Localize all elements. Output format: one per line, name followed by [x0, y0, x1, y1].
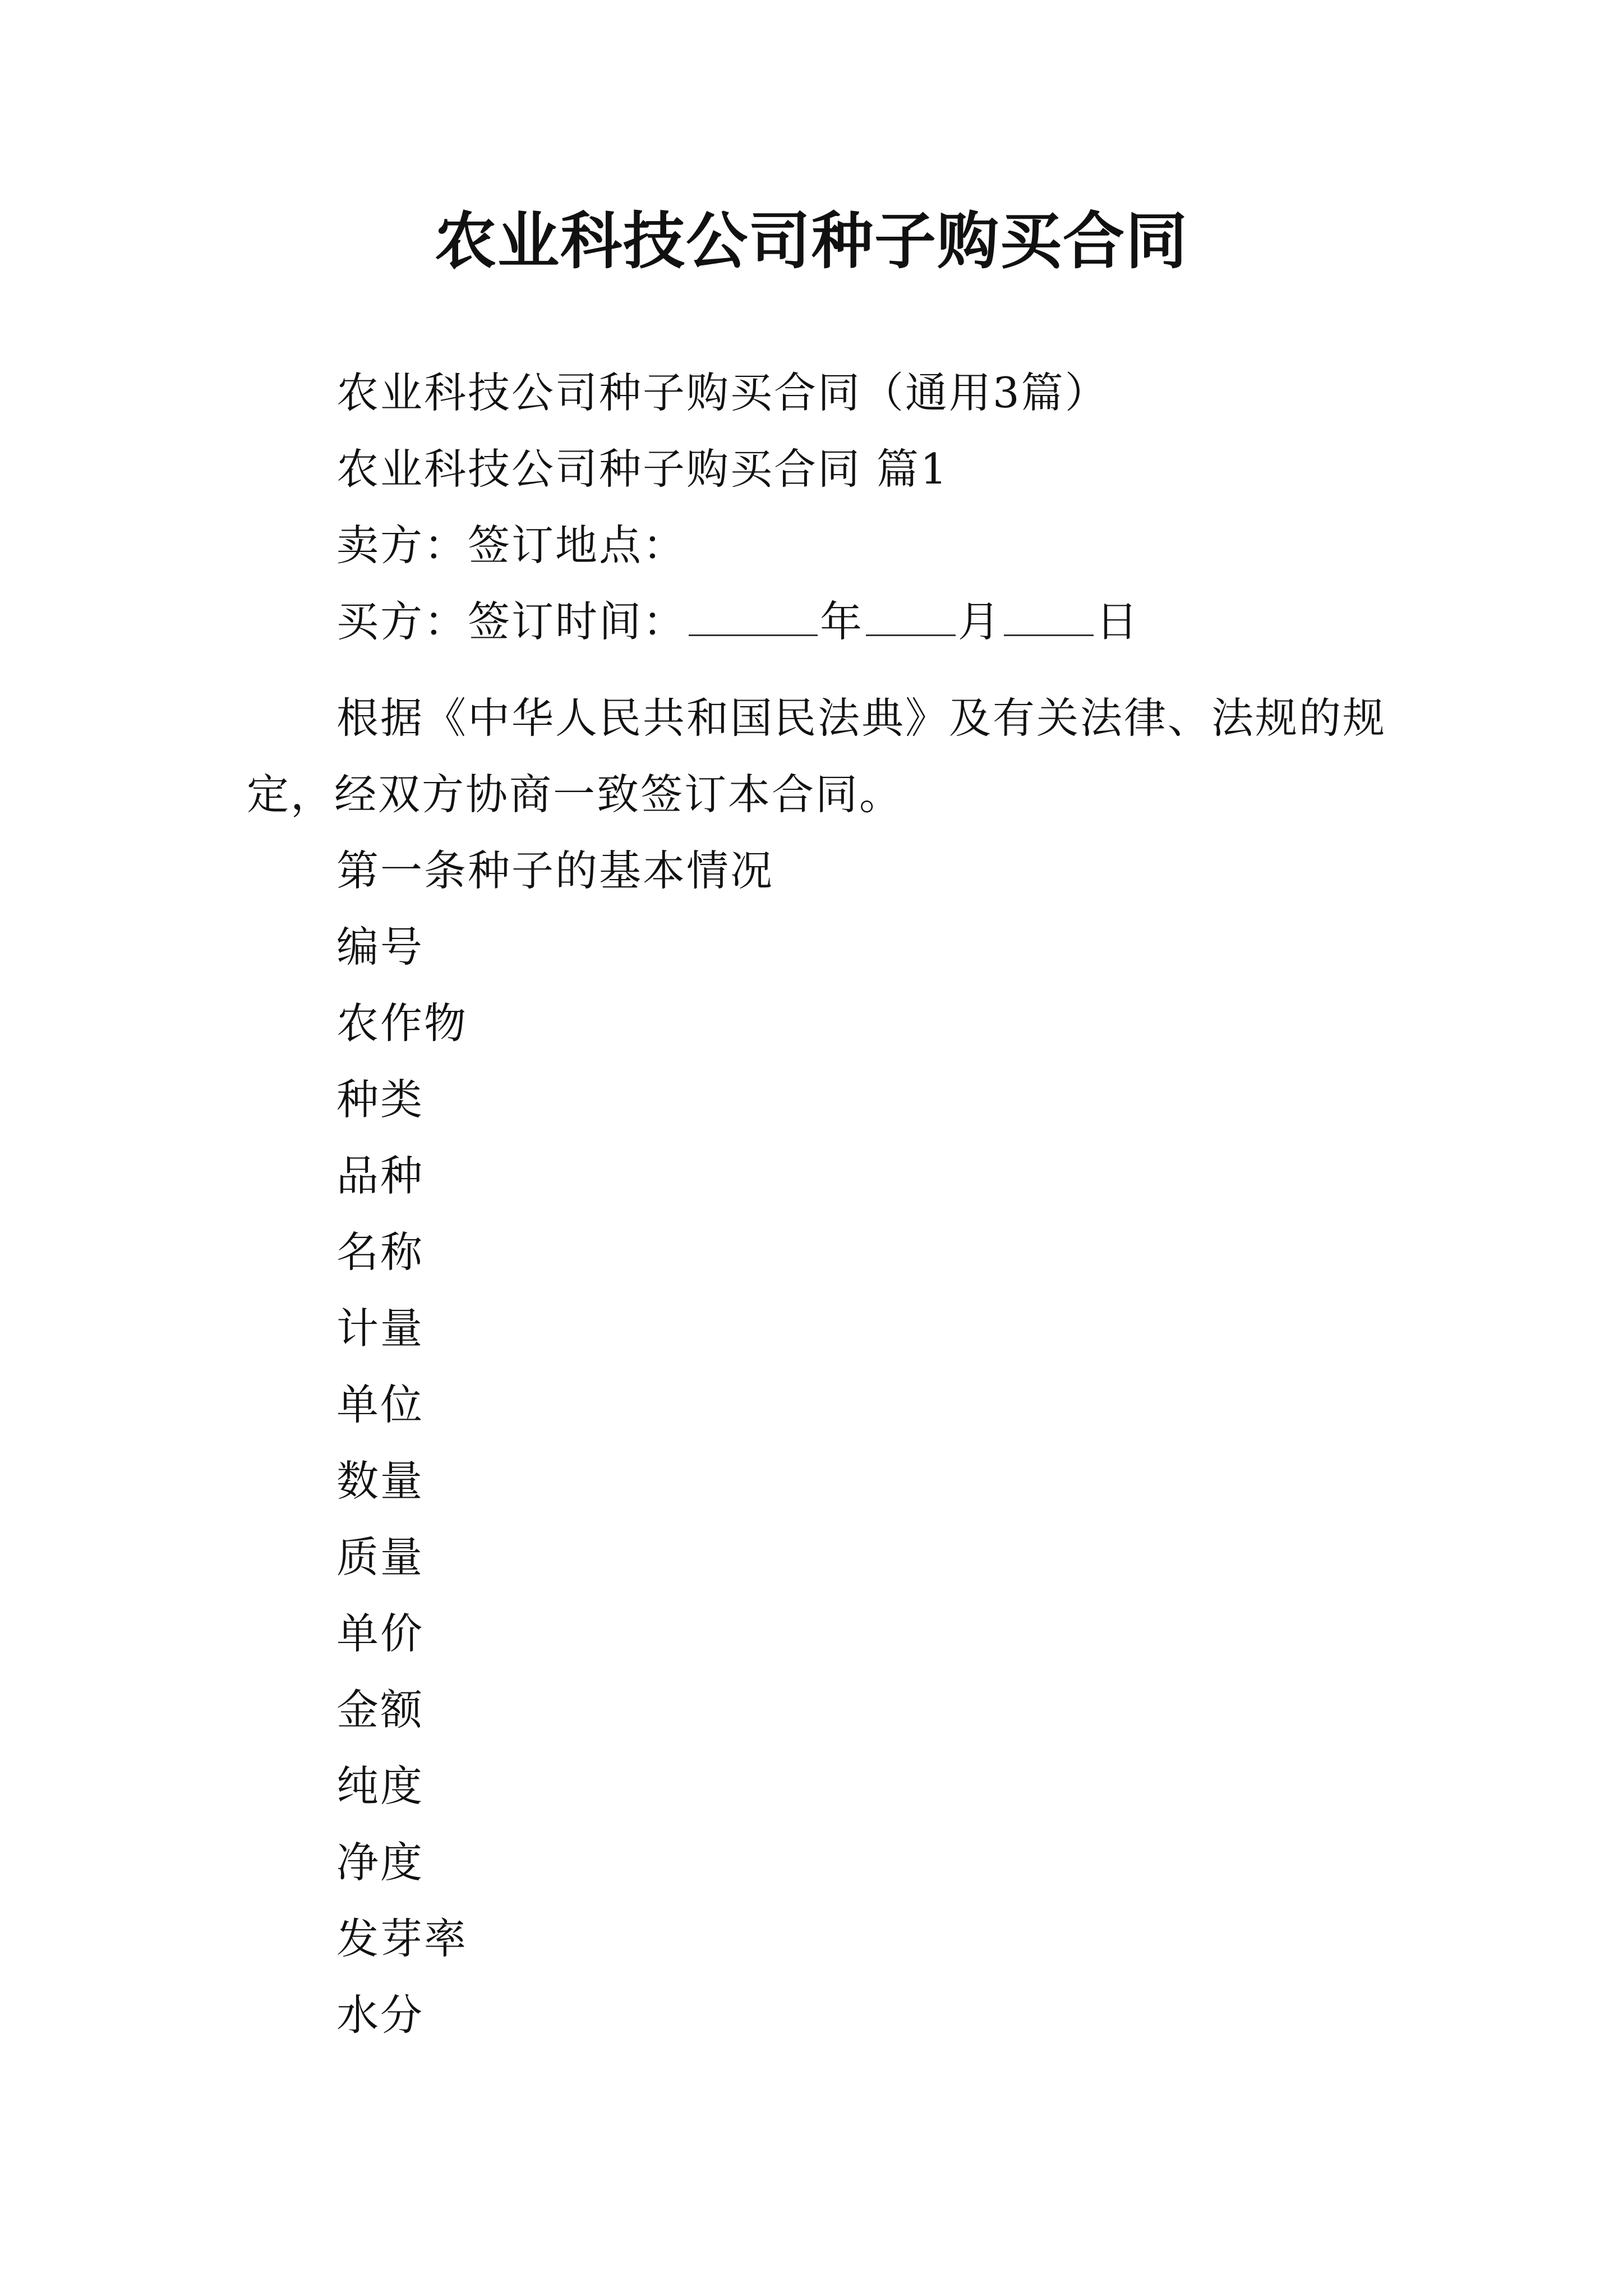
buyer-line-prefix: 买方：签订时间： [336, 597, 687, 646]
day-label: 日 [1096, 597, 1140, 646]
buyer-line [336, 593, 1140, 650]
field-label: 净度 [336, 1838, 425, 1887]
field-label: 数量 [336, 1456, 425, 1506]
field-label: 编号 [336, 922, 425, 972]
part-heading: 农业科技公司种子购买合同 篇1 [336, 444, 949, 494]
field-label: 质量 [336, 1533, 425, 1582]
field-label: 计量 [336, 1304, 425, 1353]
field-label: 发芽率 [336, 1914, 468, 1963]
field-label: 水分 [336, 1990, 425, 2040]
field-label: 单位 [336, 1380, 425, 1429]
year-blank [689, 595, 818, 636]
article1-heading: 第一条种子的基本情况 [336, 846, 774, 895]
seller-line: 卖方：签订地点： [336, 521, 687, 570]
field-label: 种类 [336, 1075, 425, 1124]
year-label: 年 [820, 597, 864, 646]
field-label: 纯度 [336, 1761, 425, 1811]
month-blank [866, 595, 956, 636]
field-label: 金额 [336, 1685, 425, 1734]
month-label: 月 [958, 597, 1002, 646]
field-label: 品种 [336, 1151, 425, 1200]
basis-paragraph-line-2: 定，经双方协商一致签订本合同。 [247, 770, 903, 819]
day-blank [1004, 595, 1094, 636]
document-title: 农业科技公司种子购买合同 [435, 205, 1188, 277]
field-label: 名称 [336, 1227, 425, 1277]
field-label: 单价 [336, 1609, 425, 1658]
document-subtitle: 农业科技公司种子购买合同（通用3篇） [336, 368, 1109, 417]
field-label: 农作物 [336, 999, 468, 1048]
basis-paragraph-line-1: 根据《中华人民共和国民法典》及有关法律、法规的规 [336, 693, 1387, 743]
